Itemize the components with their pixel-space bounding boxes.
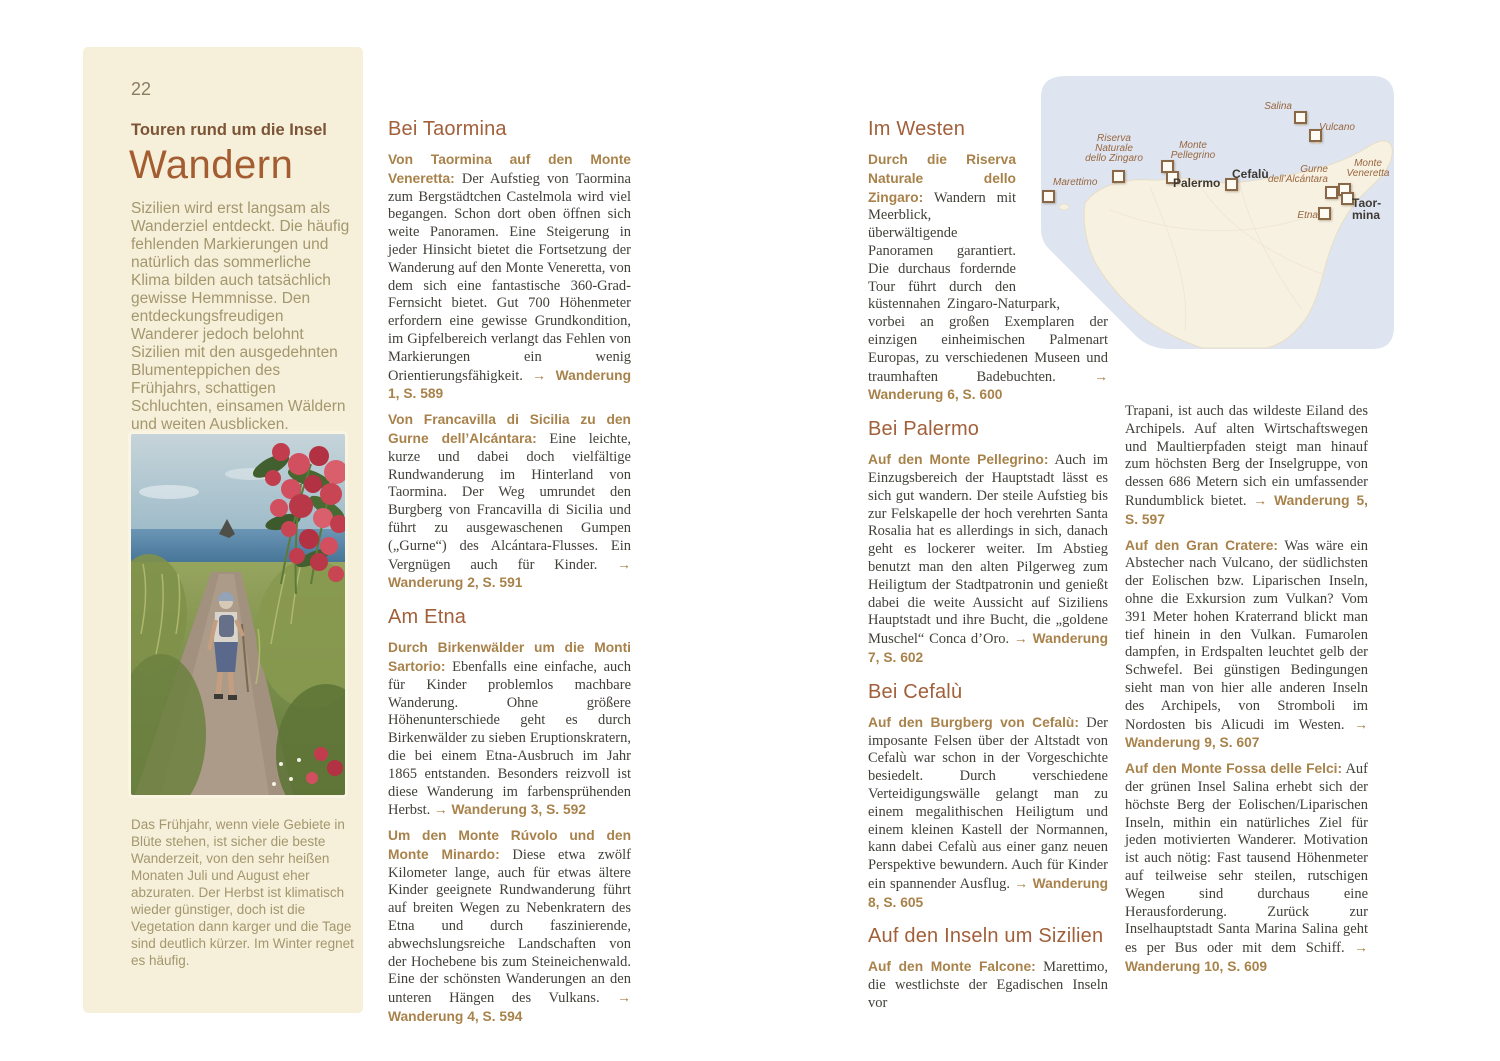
crossref-link[interactable]: → Wanderung 3, S. 592 <box>433 802 586 818</box>
map-label-salina: Salina <box>1264 101 1292 112</box>
entry-body: Ebenfalls eine einfache, auch für Kinder problemlos machbare Wanderung. Ohne größere Höhenunterschiede geht es durch Birkenwälder zu sieben Eruptionskratern, die bei einem Etna-Ausbruch im Jahr 1865 entstanden. Besonders reizvoll ist diese Wanderung im farbensprühenden Herbst. <box>388 658 631 819</box>
crossref-link[interactable]: → Wanderung 4, S. 594 <box>388 990 631 1025</box>
map-label-gurne: Gurne dell’Alcántara <box>1267 164 1328 185</box>
sidebar-panel <box>83 47 363 1013</box>
map-label-vulcano: Vulcano <box>1319 122 1355 133</box>
entry-lead: Auf den Gran Cratere: <box>1125 537 1278 553</box>
sicily-map <box>1040 75 1396 355</box>
entry-palermo-pellegrino <box>868 451 1108 668</box>
entry-lead: Von Taormina auf den Monte Veneretta: <box>388 152 631 186</box>
map-label-pellegrino: Monte Pellegrino <box>1170 140 1216 161</box>
map-marker-zingaro <box>1112 170 1125 183</box>
entry-body: Der imposante Felsen über der Altstadt von Cefalù war schon in der Vorgeschichte besiedelt. Durch verschiedene Verteidigungswälle gelangt man zu einem megalithischen Heiligtum und einem kleinen Kastell der Normannen, kann dabei Cefalù aus einer ganz neuen Perspektive bewundern. Auch für Kinder ein spannender Ausflug. <box>868 714 1108 892</box>
map-label-taormina: Taor- mina <box>1352 196 1382 222</box>
entry-inseln-gran-cratere <box>1125 537 1368 754</box>
column-taormina-etna <box>388 118 631 1034</box>
column-inseln-continued <box>1125 403 1368 984</box>
page-number: 22 <box>131 79 152 99</box>
map-label-cefalu: Cefalù <box>1232 167 1269 181</box>
section-heading-taormina: Bei Taormina <box>388 118 507 140</box>
crossref-link[interactable]: → Wanderung 6, S. 600 <box>868 368 1109 403</box>
entry-body: Der Aufstieg von Taormina zum Bergstädtchen Castelmola wird viel begangen. Schon dort oben öffnen sich weite Panoramen. Eine Steigerung in jeder Hinsicht bietet die Fortsetzung der Wanderung auf den Monte Veneretta, von dem sich eine fantastische 360-Grad-Fernsicht bietet. Gut 700 Höhenmeter erfordern eine gewisse Grundkondition, im Gipfelbereich verlangt das Fehlen von Markierungen ein wenig Orientierungsfähigkeit. <box>388 170 631 384</box>
page-title: Wandern <box>129 143 294 187</box>
map-marker-etna <box>1318 207 1331 220</box>
entry-inseln-falcone-part1 <box>868 958 1108 1012</box>
entry-body: Auf der grünen Insel Salina erhebt sich der höchste Berg der Eolischen/Liparischen Inseln, mithin ein natürliches Ziel für jeden motivierten Wanderer. Motivation ist auch nötig: Fast tausend Höhenmeter auf teilweise sehr steilen, rutschigen Wegen sind durchaus eine Herausforderung. Zurück zur Inselhauptstadt Santa Marina Salina geht es per Bus oder mit dem Schiff. <box>1125 761 1368 957</box>
crossref-link[interactable]: → Wanderung 1, S. 589 <box>388 367 632 402</box>
section-heading-etna: Am Etna <box>388 606 467 629</box>
entry-body: Wandern mit Meerblick, überwältigende Panoramen garantiert. Die durchaus fordernde Tour führt durch den küstennahen Zingaro-Naturpark, vorbei an großen Exemplaren der einzigen einheimischen Palmenart Europas, zu verschiedenen Museen und traumhaften Badebuchten. <box>868 189 1108 385</box>
photo-caption: Das Frühjahr, wenn viele Gebiete in Blüte stehen, ist sicher die beste Wanderzeit, von den sehr heißen Monaten Juli und August eher abzuraten. Der Herbst ist klimatisch wieder günstiger, doch ist die Vegetation dann karger und die Tage sind deutlich kürzer. Im Winter regnet es häufig. <box>131 817 354 968</box>
map-label-palermo: Palermo <box>1173 176 1221 190</box>
entry-body: Marettimo, die westlichste der Egadischen Inseln vor <box>868 959 1108 1012</box>
crossref-link[interactable]: → Wanderung 2, S. 591 <box>388 556 632 591</box>
entry-inseln-falcone-part2 <box>1125 403 1368 530</box>
crossref-link[interactable]: → Wanderung 10, S. 609 <box>1125 940 1369 974</box>
section-heading-cefalu: Bei Cefalù <box>868 680 963 703</box>
chapter-kicker: Touren rund um die Insel <box>131 121 327 139</box>
entry-inseln-fossa-felci <box>1125 760 1368 977</box>
entry-body: Diese etwa zwölf Kilometer lange, auch für etwas ältere Kinder geeignete Rundwanderung führt auf breiten Wegen zu Nebenkratern des Etna und durch faszinierende, abwechslungsreiche Landschaften von der Hochebene bis zum Steineichenwald. Eine der schönsten Wanderungen an den unteren Hängen des Vulkans. <box>388 846 632 1007</box>
entry-etna-ruvolo <box>388 827 631 1027</box>
entry-lead: Durch Birkenwälder um die Monti Sartorio: <box>388 640 631 674</box>
intro-paragraph: Sizilien wird erst langsam als Wanderziel entdeckt. Die häufig fehlenden Markierungen und natürlich das sommerliche Klima bilden auch tatsächlich gewisse Hemmnisse. Den entdeckungsfreudigen Wanderer jedoch belohnt Sizilien mit den ausgedehnten Blumenteppichen des Frühjahrs, schattigen Schluchten, einsamen Wäldern und weiten Ausblicken. <box>131 200 350 433</box>
entry-body: Eine leichte, kurze und dabei doch vielfältige Rundwanderung im Hinterland von Taormina. Der Weg umrundet den Burgberg von Francavilla di Sicilia und führt zu ausgewaschenen Gumpen („Gurne“) des Alcántara-Flusses. Ein Vergnügen auch für Kinder. <box>388 430 632 573</box>
crossref-link[interactable]: → Wanderung 5, S. 597 <box>1125 492 1368 527</box>
entry-lead: Auf den Monte Pellegrino: <box>868 452 1049 468</box>
hiker-photo <box>131 434 345 795</box>
entry-lead: Auf den Burgberg von Cefalù: <box>868 714 1079 730</box>
entry-lead: Durch die Riserva Naturale dello Zingaro: <box>868 152 1016 205</box>
entry-lead: Von Francavilla di Sicilia zu den Gurne dell’Alcántara: <box>388 412 631 446</box>
map-marker-gurne <box>1325 186 1338 199</box>
map-label-marettimo: Marettimo <box>1053 177 1098 188</box>
map-label-veneretta: Monte Veneretta <box>1346 158 1390 179</box>
map-marker-marettimo <box>1042 190 1055 203</box>
entry-cefalu-burgberg <box>868 714 1108 913</box>
entry-taormina-alcantara <box>388 411 631 593</box>
map-label-zingaro: Riserva Naturale dello Zingaro <box>1085 133 1143 164</box>
entry-body: Auch im Einzugsbereich der Hauptstadt lässt es sich gut wandern. Der steile Aufstieg bis zur Felskapelle der hoch verehrten Santa Rosalia hat es allerdings in sich, danach geht es lockerer weiter. Im Abstieg benutzt man den alten Pilgerweg zum Heiligtum der Stadtpatronin und genießt dabei die weite Aussicht auf Siziliens Hauptstadt und ihre Bucht, die „goldene Muschel“ Conca d’Oro. <box>868 452 1109 648</box>
entry-body: Trapani, ist auch das wildeste Eiland des Archipels. Auf alten Wirtschaftswegen und Maultierpfaden steigt man hinauf zum höchsten Berg der Inselgruppe, von dessen 686 Metern sich ein umfassender Rundumblick bietet. <box>1125 403 1368 509</box>
crossref-link[interactable]: → Wanderung 9, S. 607 <box>1125 716 1368 751</box>
entry-lead: Um den Monte Rúvolo und den Monte Minardo: <box>388 828 631 862</box>
entry-body: Was wäre ein Abstecher nach Vulcano, der südlichsten der Eolischen bzw. Liparischen Inseln, ohne die Exkursion zum Vulkan? Vom 391 Meter hohen Kraterrand blickt man tief hinein in den Vulkan. Fumarolen dampfen, in Erdspalten leuchtet gelb der Schwefel. Bei günstigen Bedingungen sieht man von hier alle anderen Inseln des Archipels, von Stromboli im Nordosten bis Alicudi im Westen. <box>1125 537 1368 733</box>
photo-grass <box>131 554 345 795</box>
entry-lead: Auf den Monte Fossa delle Felci: <box>1125 761 1343 777</box>
crossref-link[interactable]: → Wanderung 8, S. 605 <box>868 875 1109 910</box>
map-marker-salina <box>1294 111 1307 124</box>
crossref-link[interactable]: → Wanderung 7, S. 602 <box>868 631 1109 665</box>
sicily-map-graphic <box>1040 75 1396 355</box>
section-heading-palermo: Bei Palermo <box>868 418 980 441</box>
entry-taormina-veneretta <box>388 151 631 404</box>
map-label-etna: Etna <box>1297 210 1318 221</box>
entry-lead: Auf den Monte Falcone: <box>868 959 1036 975</box>
section-heading-westen: Im Westen <box>868 118 966 140</box>
entry-etna-sartorio <box>388 639 631 820</box>
section-heading-inseln: Auf den Inseln um Sizilien <box>868 925 1104 948</box>
